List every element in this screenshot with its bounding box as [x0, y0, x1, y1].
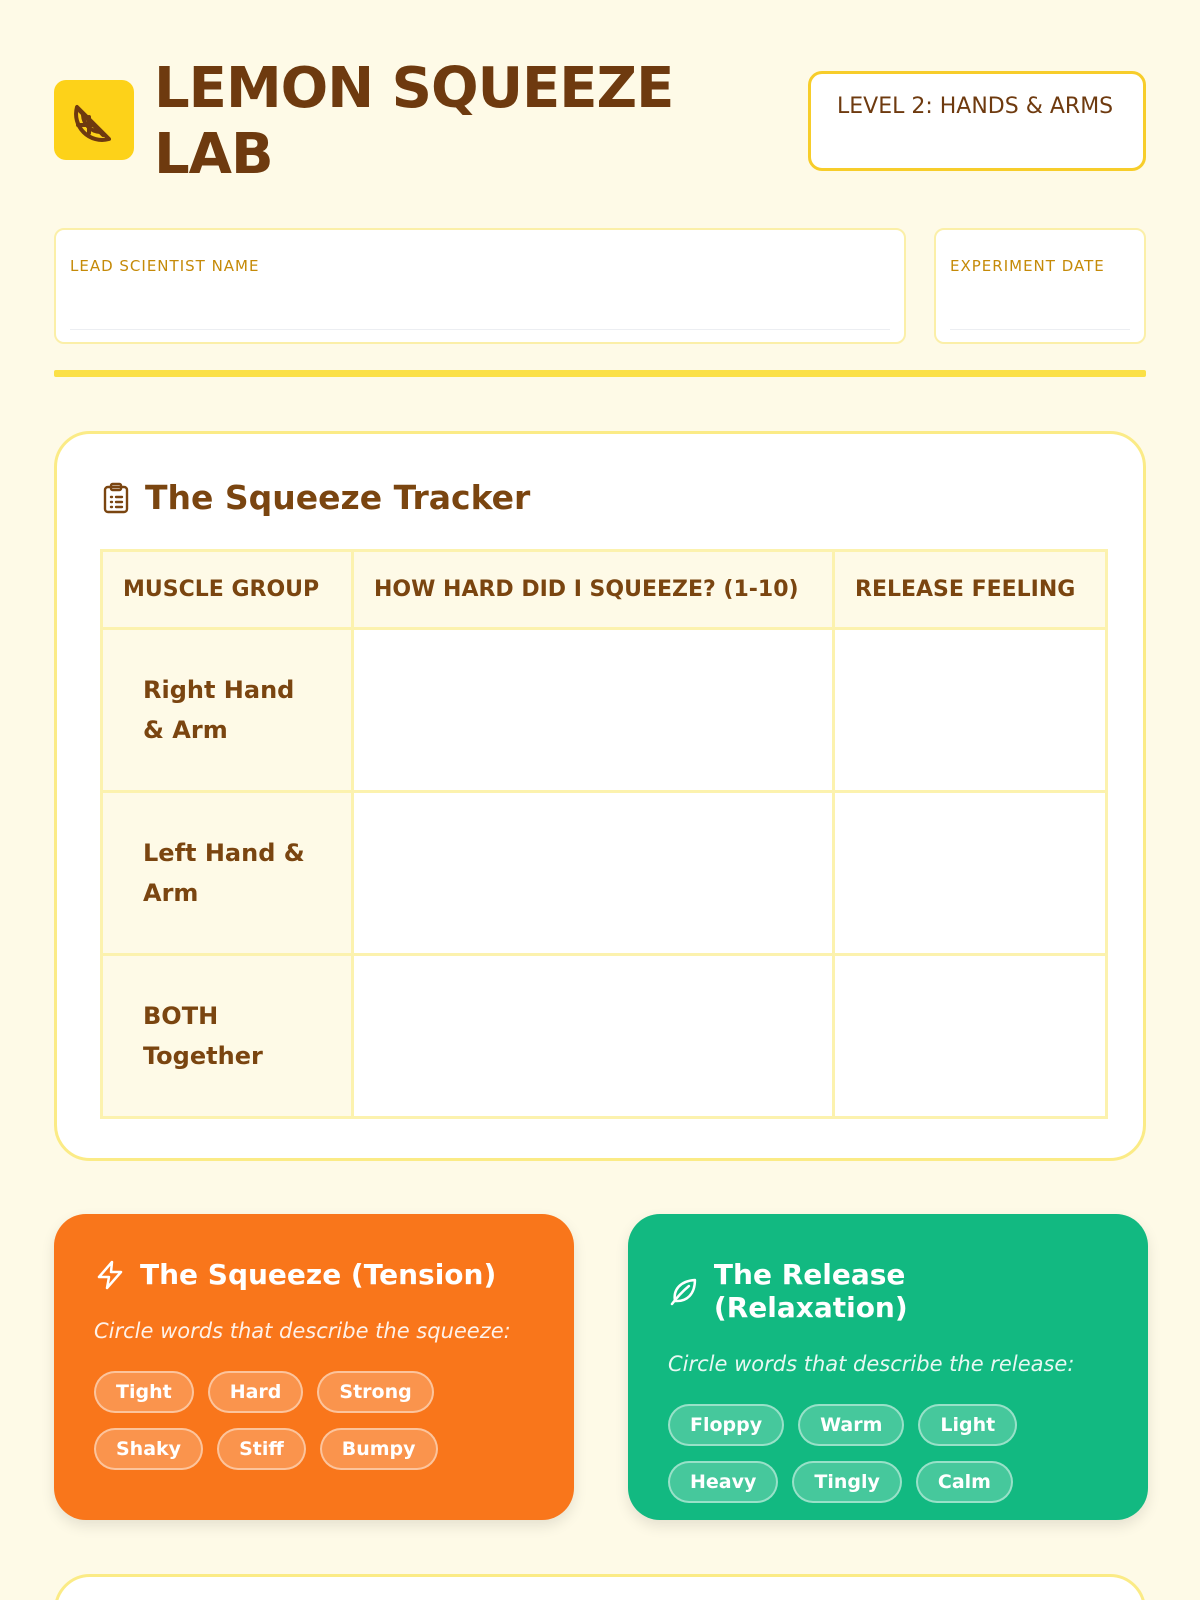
squeeze-tracker-table — [100, 549, 1108, 1119]
scientist-name-label: LEAD SCIENTIST NAME — [70, 257, 260, 275]
word-chip[interactable]: Stiff — [217, 1428, 306, 1470]
squeeze-rating-cell[interactable] — [353, 955, 834, 1118]
squeeze-rating-cell[interactable] — [353, 792, 834, 955]
clipboard-icon — [101, 482, 131, 514]
scientist-name-field[interactable] — [54, 228, 906, 344]
release-feeling-cell[interactable] — [834, 792, 1107, 955]
muscle-group-cell: Right Hand & Arm — [102, 629, 353, 792]
column-header: MUSCLE GROUP — [102, 551, 353, 629]
tension-word-chips — [94, 1371, 534, 1485]
muscle-group-cell: Left Hand & Arm — [102, 792, 353, 955]
leaf-icon — [668, 1275, 700, 1307]
word-chip[interactable]: Strong — [317, 1371, 433, 1413]
release-card-title: The Release (Relaxation) — [713, 1258, 908, 1324]
word-chip[interactable]: Shaky — [94, 1428, 203, 1470]
word-chip[interactable]: Hard — [208, 1371, 304, 1413]
release-card — [628, 1214, 1148, 1520]
muscle-group-cell: BOTH Together — [102, 955, 353, 1118]
tension-card-header — [94, 1258, 534, 1291]
table-row — [102, 629, 1107, 792]
word-chip[interactable]: Floppy — [668, 1404, 784, 1446]
release-feeling-cell[interactable] — [834, 629, 1107, 792]
lightning-bolt-icon — [94, 1259, 126, 1291]
column-header: RELEASE FEELING — [834, 551, 1107, 629]
release-feeling-cell[interactable] — [834, 955, 1107, 1118]
tracker-header — [101, 478, 530, 517]
table-row — [102, 792, 1107, 955]
tension-card-prompt: Circle words that describe the squeeze: — [94, 1319, 511, 1343]
word-chip[interactable]: Light — [918, 1404, 1017, 1446]
next-section-card — [54, 1574, 1146, 1600]
experiment-date-field[interactable] — [934, 228, 1146, 344]
word-chip[interactable]: Tingly — [792, 1461, 902, 1503]
tracker-title: The Squeeze Tracker — [145, 478, 531, 517]
logo — [54, 80, 134, 160]
squeeze-rating-cell[interactable] — [353, 629, 834, 792]
header — [54, 56, 1146, 186]
release-card-header — [668, 1258, 1108, 1324]
experiment-date-label: EXPERIMENT DATE — [950, 257, 1105, 275]
level-badge: LEVEL 2: HANDS & ARMS — [808, 71, 1146, 171]
table-row — [102, 955, 1107, 1118]
experiment-date-line — [950, 329, 1130, 330]
word-chip[interactable]: Tight — [94, 1371, 194, 1413]
column-header: HOW HARD DID I SQUEEZE? (1-10) — [353, 551, 834, 629]
word-chip[interactable]: Calm — [916, 1461, 1013, 1503]
word-chip[interactable]: Warm — [798, 1404, 904, 1446]
table-header-row — [102, 551, 1107, 629]
scientist-name-line — [70, 329, 890, 330]
word-chip[interactable]: Heavy — [668, 1461, 778, 1503]
release-word-chips — [668, 1404, 1108, 1518]
tension-card — [54, 1214, 574, 1520]
word-chip[interactable]: Bumpy — [320, 1428, 438, 1470]
section-divider — [54, 370, 1146, 377]
release-card-prompt: Circle words that describe the release: — [668, 1352, 1075, 1376]
page-title: LEMON SQUEEZE LAB — [154, 56, 674, 187]
tension-card-title: The Squeeze (Tension) — [140, 1258, 497, 1291]
lemon-slice-icon — [69, 95, 119, 145]
squeeze-tracker-card — [54, 431, 1146, 1161]
